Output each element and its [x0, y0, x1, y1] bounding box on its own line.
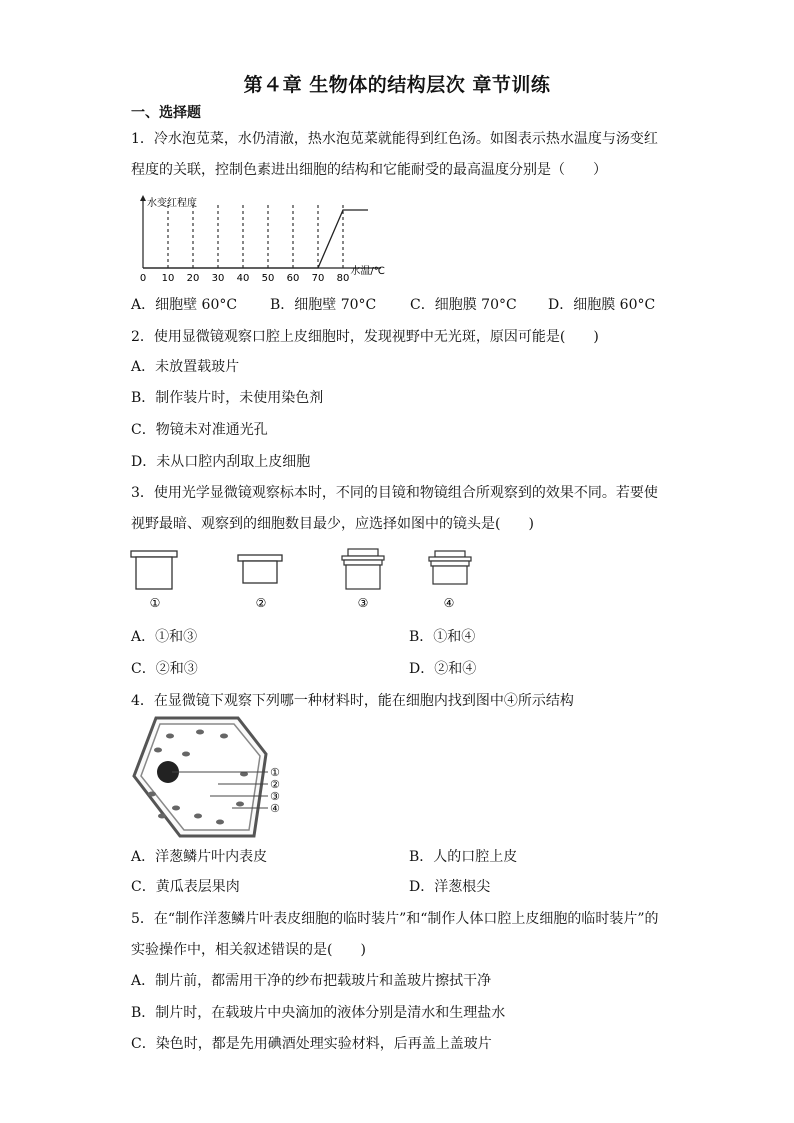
- x-tick-label-80: 80: [336, 273, 350, 282]
- lens-label-4: ④: [443, 596, 455, 610]
- x-axis-label: 水温/℃: [350, 266, 385, 277]
- diagram-label-3: ③: [270, 790, 280, 803]
- q2-option-a[interactable]: A．未放置载玻片: [131, 359, 240, 375]
- x-tick-label-50: 50: [261, 273, 275, 282]
- q4-option-c[interactable]: C．黄瓜表层果肉: [131, 879, 240, 895]
- q1-option-b[interactable]: B．细胞壁 70°C: [270, 297, 377, 313]
- q2-text-line1: 2．使用显微镜观察口腔上皮细胞时，发现视野中无光斑，原因可能是( ): [131, 329, 599, 345]
- q4-option-a[interactable]: A．洋葱鳞片叶内表皮: [131, 849, 268, 865]
- q3-text-line1: 3．使用光学显微镜观察标本时，不同的目镜和物镜组合所观察到的效果不同。若要使: [131, 485, 658, 501]
- q5-option-c[interactable]: C．染色时，都是先用碘酒处理实验材料，后再盖上盖玻片: [131, 1036, 492, 1052]
- q1-text-line1: 1．冷水泡苋菜，水仍清澈，热水泡苋菜就能得到红色汤。如图表示热水温度与汤变红: [131, 131, 658, 147]
- x-tick-label-30: 30: [211, 273, 225, 282]
- q2-option-c[interactable]: C．物镜未对准通光孔: [131, 422, 268, 438]
- q4-plant-cell-diagram: [128, 712, 298, 842]
- x-tick-label-60: 60: [286, 273, 300, 282]
- y-axis-arrow: [140, 195, 146, 201]
- q4-text-line1: 4．在显微镜下观察下列哪一种材料时，能在细胞内找到图中④所示结构: [131, 693, 574, 709]
- q1-option-c[interactable]: C．细胞膜 70°C: [410, 297, 517, 313]
- section-heading: 一、选择题: [131, 105, 201, 121]
- diagram-label-1: ①: [270, 766, 280, 779]
- x-tick-label-40: 40: [236, 273, 250, 282]
- diagram-label-2: ②: [270, 778, 280, 791]
- q1-option-a[interactable]: A．细胞壁 60°C: [131, 297, 238, 313]
- q4-option-d[interactable]: D．洋葱根尖: [409, 879, 491, 895]
- lens-4-objective-short: [429, 551, 471, 584]
- lens-label-3: ③: [357, 596, 369, 610]
- q3-option-a[interactable]: A．①和③: [131, 629, 198, 645]
- q4-option-b[interactable]: B．人的口腔上皮: [409, 849, 518, 865]
- q3-option-d[interactable]: D．②和④: [409, 661, 477, 677]
- q2-option-b[interactable]: B．制作装片时，未使用染色剂: [131, 390, 324, 406]
- lens-1-eyepiece-long: [131, 551, 177, 589]
- y-axis-label: 水变红程度: [147, 198, 197, 209]
- q5-option-a[interactable]: A．制片前，都需用干净的纱布把载玻片和盖玻片擦拭干净: [131, 973, 492, 989]
- lens-label-1: ①: [149, 596, 161, 610]
- lens-2-eyepiece-short: [238, 555, 282, 583]
- x-tick-label-70: 70: [311, 273, 325, 282]
- series-line: [143, 210, 368, 268]
- q1-chart: [130, 192, 390, 282]
- lens-label-2: ②: [255, 596, 267, 610]
- page-title: 第４章 生物体的结构层次 章节训练: [243, 74, 551, 96]
- q5-text-line2: 实验操作中，相关叙述错误的是( ): [131, 942, 366, 958]
- q5-option-b[interactable]: B．制片时，在载玻片中央滴加的液体分别是清水和生理盐水: [131, 1005, 506, 1021]
- lens-3-objective-long: [342, 549, 384, 589]
- q3-option-b[interactable]: B．①和④: [409, 629, 476, 645]
- q3-text-line2: 视野最暗、观察到的细胞数目最少，应选择如图中的镜头是( ): [131, 516, 534, 532]
- x-tick-label-20: 20: [186, 273, 200, 282]
- q1-option-d[interactable]: D．细胞膜 60°C: [548, 297, 656, 313]
- q3-lens-figure: [125, 545, 485, 615]
- q3-option-c[interactable]: C．②和③: [131, 661, 198, 677]
- q1-text-line2: 程度的关联，控制色素进出细胞的结构和它能耐受的最高温度分别是（ ）: [131, 162, 607, 178]
- x-tick-label-0: 0: [139, 273, 147, 282]
- x-tick-label-10: 10: [161, 273, 175, 282]
- diagram-label-4: ④: [270, 802, 280, 815]
- q2-option-d[interactable]: D．未从口腔内刮取上皮细胞: [131, 454, 311, 470]
- q5-text-line1: 5．在“制作洋葱鳞片叶表皮细胞的临时装片”和“制作人体口腔上皮细胞的临时装片”的: [131, 911, 659, 927]
